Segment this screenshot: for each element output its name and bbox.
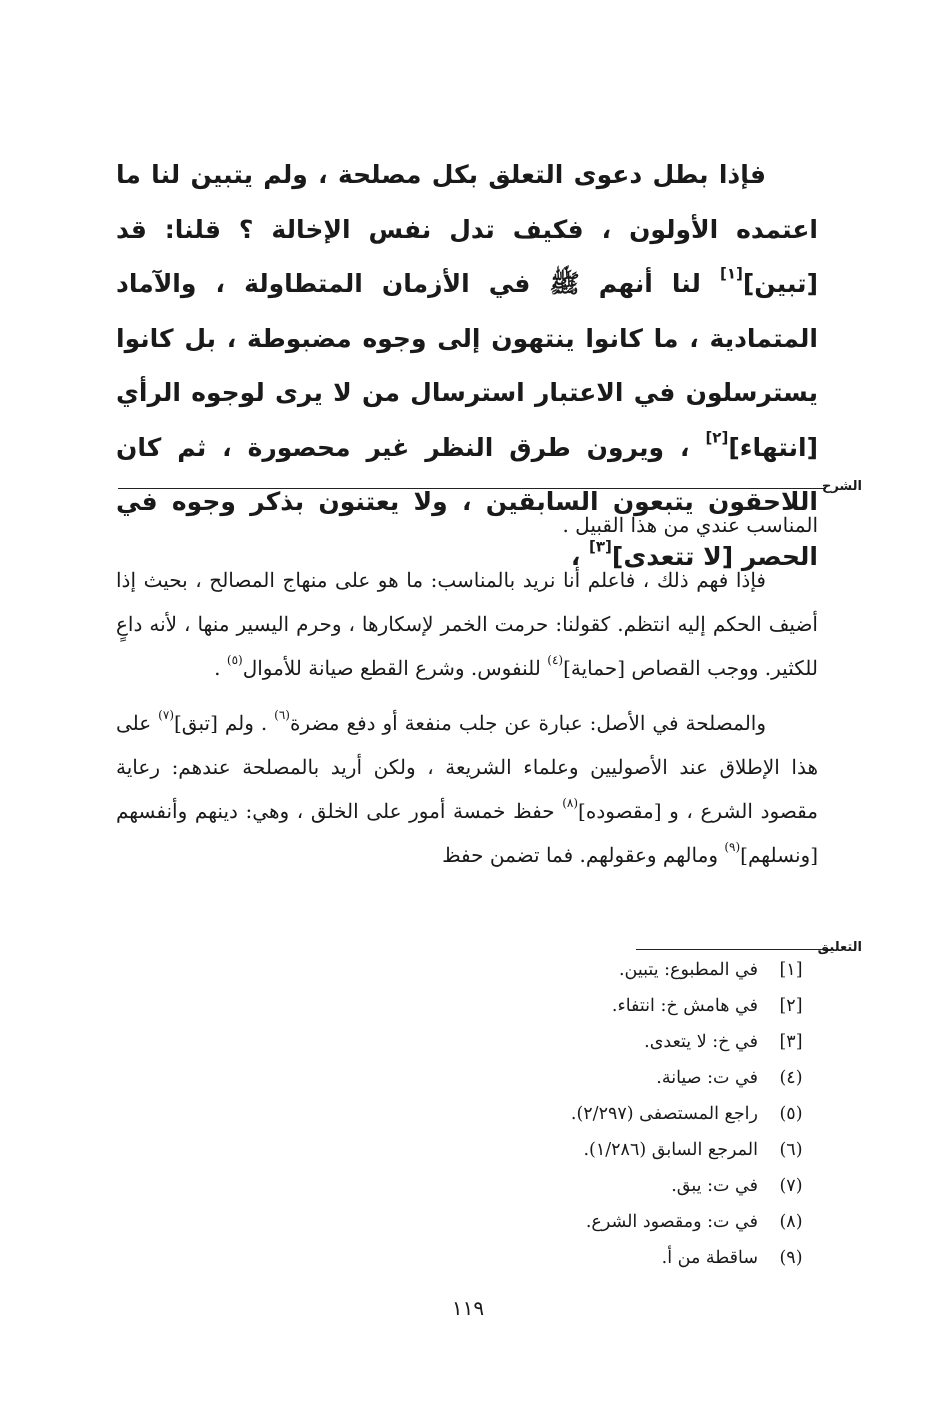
page-number: ١١٩ [451,1296,485,1320]
main-paragraph: فإذا بطل دعوى التعلق بكل مصلحة ، ولم يتبين لنا ما اعتمده الأولون ، فكيف تدل نفس الإخالة ؟ قلنا: قد [تبين][١] لنا أنهم ﷺ في الأزمان المتطاولة ، والآماد المتمادية ، ما كانوا ينتهون إلى وجوه مضبوطة ، بل كانوا يسترسلون في الاعتبار استرسال من لا يرى لوجوه الرأي [انتهاء][٢] ، ويرون طرق النظر غير محصورة ، ثم كان اللاحقون يتبعون السابقين ، ولا يعتنون بذكر وجوه في الحصر [لا تتعدى][٣] ، [116,160,818,571]
footnotes [392,960,812,1284]
footnote-text: في خ: لا يتعدى. [644,1032,758,1052]
footnote-number: (٥) [779,1104,803,1124]
commentary-paragraph-1: المناسب عندي من هذا القبيل . [562,513,818,537]
footnote-number: (٩) [779,1248,803,1268]
footnote [392,1068,812,1104]
commentary-paragraph-2: فإذا فهم ذلك ، فاعلم أنا نريد بالمناسب: ما هو على منهاج المصالح ، بحيث إذا أضيف الحكم إليه انتظم. كقولنا: حرمت الخمر لإسكارها ، وحرم اليسير منها ، لأنه داعٍ للكثير. ووجب القصاص [حماية]$^{(٤)}$ للنفوس. وشرع القطع صيانة للأموال$^{(٥)}$ . [116,568,818,680]
footnote [392,1104,812,1140]
footnote [392,1212,812,1248]
footnote [392,996,812,1032]
footnote-number: [٣] [779,1032,803,1052]
footnote-text: المرجع السابق (١/٢٨٦). [583,1140,758,1160]
sharh-label: الشرح [821,479,862,494]
footnote-text: راجع المستصفى (٢/٢٩٧). [570,1104,758,1124]
footnote [392,1248,812,1284]
commentary-paragraph-3: والمصلحة في الأصل: عبارة عن جلب منفعة أو دفع مضرة$^{(٦)}$ . ولم [تبق]$^{(٧)}$ على هذا الإطلاق عند الأصوليين وعلماء الشريعة ، ولكن أريد بالمصلحة عندهم: رعاية مقصود الشرع ، و [مقصوده]$^{(٨)}$ حفظ خمسة أمور على الخلق ، وهي: دينهم وأنفسهم [ونسلهم]$^{(٩)}$ ومالهم وعقولهم. فما تضمن حفظ [116,708,818,867]
footnote-text: ساقطة من أ. [661,1248,758,1268]
footnote-number: (٨) [779,1212,803,1232]
footnote-text: في هامش خ: انتفاء. [611,996,758,1016]
taliq-label: التعليق [817,940,862,955]
footnote-text: في ت: يبق. [671,1176,758,1196]
commentary-text [116,503,818,877]
footnote [392,1140,812,1176]
footnote-number: [١] [779,960,803,980]
footnote [392,1176,812,1212]
footnote [392,1032,812,1068]
footnote-number: (٤) [779,1068,803,1088]
taliq-divider [636,949,834,950]
footnote-number: (٦) [779,1140,803,1160]
footnote-number: (٧) [779,1176,803,1196]
footnote-number: [٢] [779,996,803,1016]
footnote-text: في المطبوع: يتبين. [618,960,758,980]
footnote-text: في ت: ومقصود الشرع. [585,1212,758,1232]
footnote-text: في ت: صيانة. [656,1068,758,1088]
sharh-divider [118,488,826,489]
footnote [392,960,812,996]
